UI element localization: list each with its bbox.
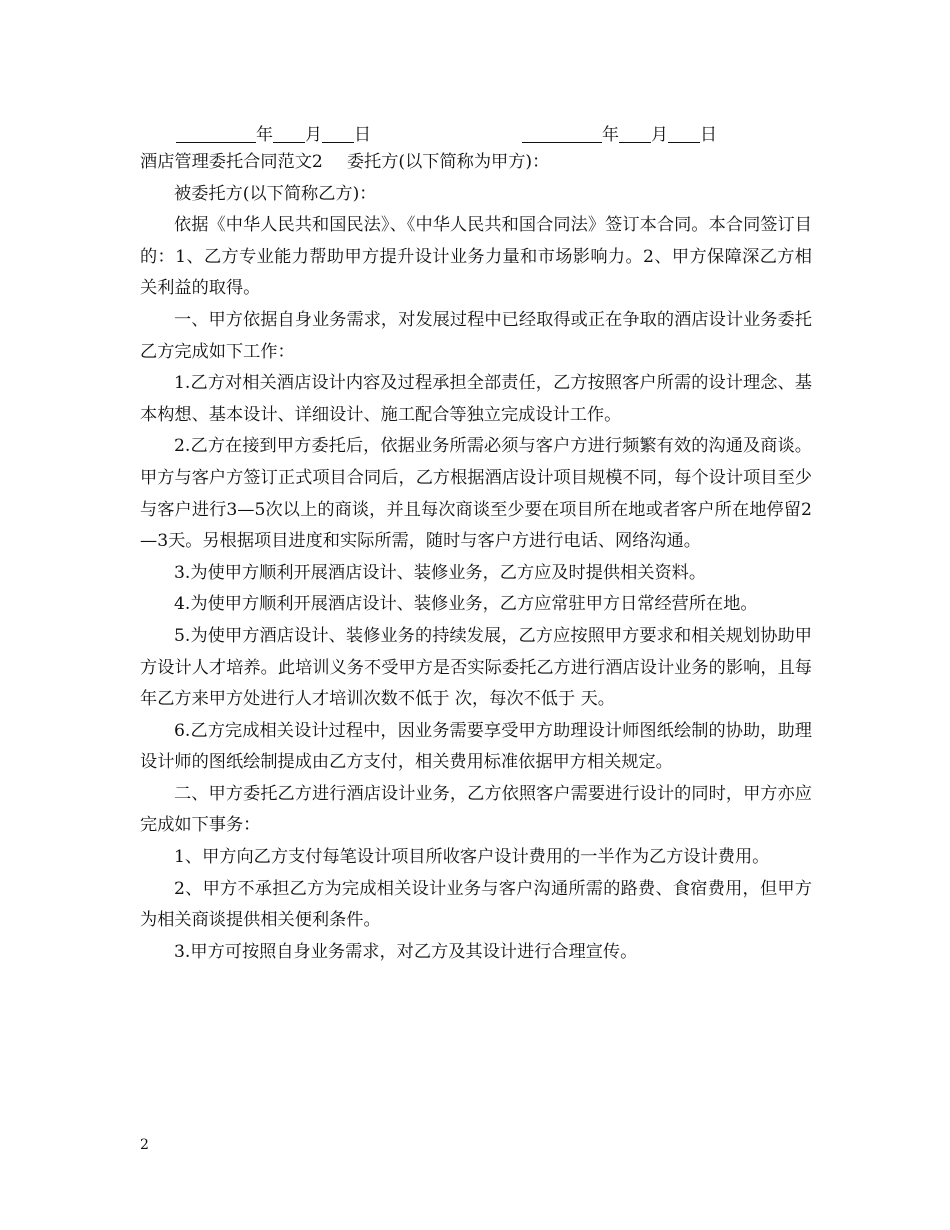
paragraph: 二、甲方委托乙方进行酒店设计业务，乙方依照客户需要进行设计的同时，甲方亦应完成如下事务： [140, 783, 812, 836]
day-blank [668, 124, 700, 143]
year-label: 年 [602, 125, 619, 145]
day-label: 日 [354, 125, 371, 145]
paragraph: 6.乙方完成相关设计过程中，因业务需要享受甲方助理设计师图纸绘制的协助，助理设计师的图纸绘制提成由乙方支付，相关费用标准依据甲方相关规定。 [140, 720, 812, 773]
month-label: 月 [651, 125, 668, 145]
paragraph: 1.乙方对相关酒店设计内容及过程承担全部责任，乙方按照客户所需的设计理念、基本构想、基本设计、详细设计、施工配合等独立完成设计工作。 [140, 373, 812, 425]
paragraph: 依据《中华人民共和国民法》、《中华人民共和国合同法》签订本合同。本合同签订目的：1、乙方专业能力帮助甲方提升设计业务力量和市场影响力。2、甲方保障深乙方相关利益的取得。 [140, 215, 812, 299]
paragraph: 5.为使甲方酒店设计、装修业务的持续发展，乙方应按照甲方要求和相关规划协助甲方设计人才培养。此培训义务不受甲方是否实际委托乙方进行酒店设计业务的影响，且每年乙方来甲方处进行人才培训次数不低于 次，每次不低于 天。 [140, 625, 812, 710]
paragraph: 一、甲方依据自身业务需求，对发展过程中已经取得或正在争取的酒店设计业务委托乙方完成如下工作： [140, 309, 812, 362]
paragraph: 1、甲方向乙方支付每笔设计项目所收客户设计费用的一半作为乙方设计费用。 [174, 847, 770, 868]
month-blank [619, 124, 651, 143]
document-body [140, 147, 812, 968]
day-blank [322, 124, 354, 143]
month-blank [273, 124, 305, 143]
year-blank [176, 124, 256, 143]
paragraph: 2、甲方不承担乙方为完成相关设计业务与客户沟通所需的路费、食宿费用，但甲方为相关商谈提供相关便利条件。 [140, 878, 812, 931]
day-label: 日 [700, 125, 717, 145]
document-title: 酒店管理委托合同范文2 [140, 152, 323, 172]
year-label: 年 [256, 125, 273, 145]
heading-line [140, 147, 812, 179]
paragraph: 被委托方(以下简称乙方)： [174, 183, 377, 204]
paragraph: 2.乙方在接到甲方委托后，依据业务所需必须与客户方进行频繁有效的沟通及商谈。甲方与客户方签订正式项目合同后，乙方根据酒店设计项目规模不同，每个设计项目至少与客户进行3—5次以上的商谈，并且每次商谈至少要在项目所在地或者客户所在地停留2—3天。另根据项目进度和实际所需，随时与客户方进行电话、网络沟通。 [140, 436, 812, 552]
paragraph: 3.甲方可按照自身业务需求，对乙方及其设计进行合理宣传。 [174, 941, 638, 962]
paragraph: 3.为使甲方顺利开展酒店设计、装修业务，乙方应及时提供相关资料。 [174, 562, 707, 583]
page-number: 2 [140, 1137, 149, 1153]
client-party-label: 委托方(以下简称为甲方)： [346, 152, 550, 172]
date-line-left [176, 120, 371, 145]
paragraph: 4.为使甲方顺利开展酒店设计、装修业务，乙方应常驻甲方日常经营所在地。 [174, 594, 758, 615]
date-line-right [522, 120, 717, 145]
year-blank [522, 124, 602, 143]
month-label: 月 [305, 125, 322, 145]
